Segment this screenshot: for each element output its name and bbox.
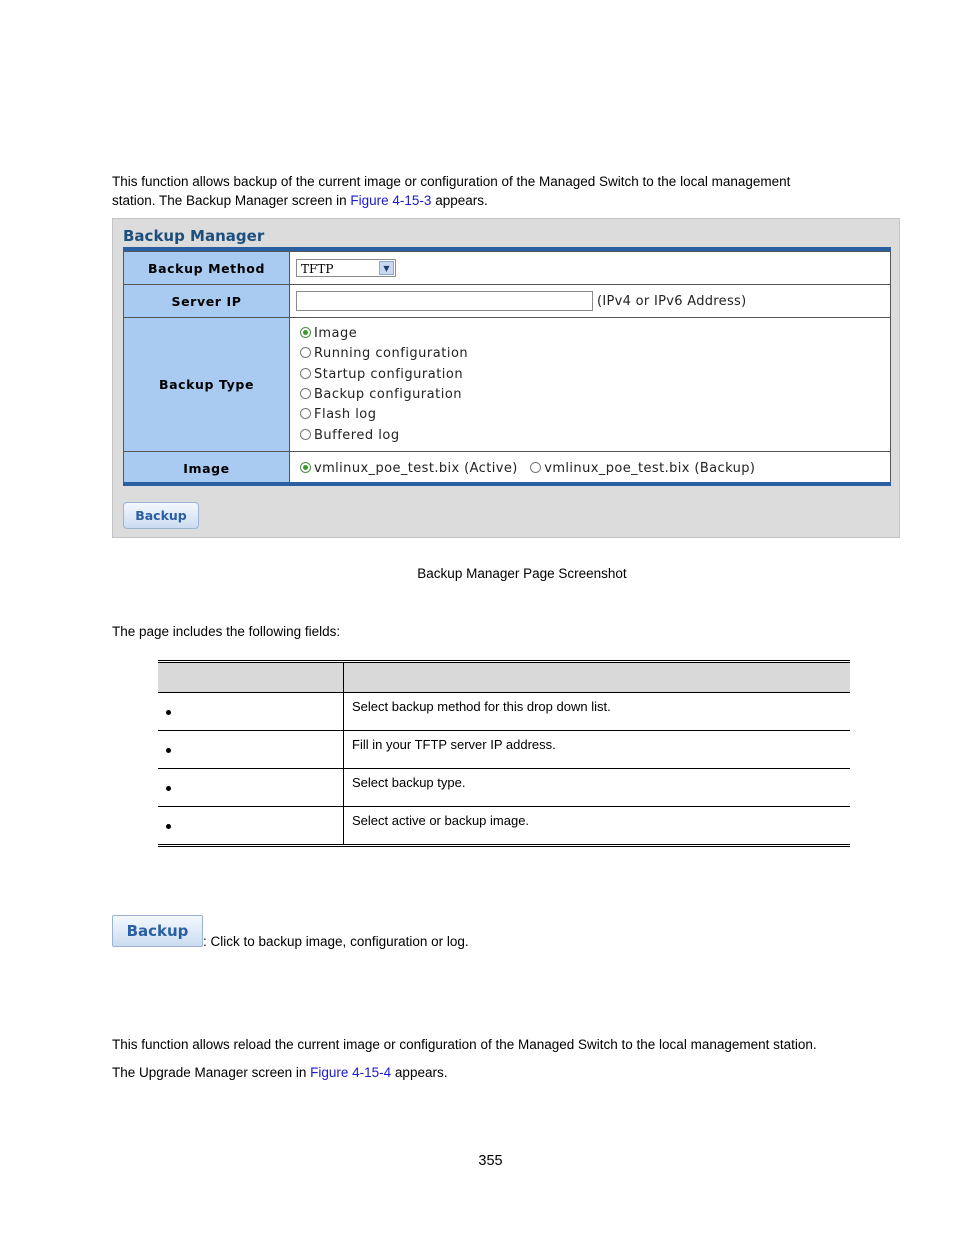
option-label: Image <box>314 326 358 342</box>
option-label: Backup configuration <box>314 387 463 402</box>
chevron-down-icon: ▼ <box>379 261 394 275</box>
table-cell-description: Select backup method for this drop down list. <box>344 693 851 731</box>
fields-intro: The page includes the following fields: <box>112 624 341 639</box>
backup-method-value: TFTP <box>301 262 334 276</box>
table-row <box>158 807 850 846</box>
table-cell-object <box>158 693 344 731</box>
option-label: vmlinux_poe_test.bix (Active) <box>314 460 518 476</box>
option-label: Running configuration <box>314 346 469 362</box>
option-label: Startup configuration <box>314 366 464 382</box>
table-bottom-border <box>123 482 891 486</box>
bullet-icon <box>166 786 171 791</box>
table-header-description <box>344 662 851 693</box>
backup-type-option[interactable] <box>300 365 890 385</box>
backup-type-label: Backup Type <box>124 318 290 452</box>
table-row <box>158 693 850 731</box>
radio-icon[interactable] <box>300 368 311 379</box>
backup-type-option[interactable] <box>300 324 890 344</box>
server-ip-hint: (IPv4 or IPv6 Address) <box>597 293 747 309</box>
backup-type-option[interactable] <box>300 344 890 364</box>
bullet-icon <box>166 710 171 715</box>
radio-selected-icon[interactable] <box>300 327 311 338</box>
radio-selected-icon[interactable] <box>300 462 311 473</box>
table-cell-object <box>158 807 344 846</box>
table-cell-object <box>158 731 344 769</box>
image-active-option[interactable] <box>300 461 518 476</box>
backup-method-select[interactable] <box>296 259 396 277</box>
intro-text: station. The Backup Manager screen in <box>112 193 351 208</box>
radio-icon[interactable] <box>300 429 311 440</box>
backup-button-help: : Click to backup image, configuration or log. <box>203 934 469 949</box>
figure-link-4-15-3[interactable]: Figure 4-15-3 <box>350 193 432 208</box>
table-header-row <box>158 662 850 693</box>
figure-link-4-15-4[interactable]: Figure 4-15-4 <box>310 1065 392 1080</box>
table-cell-description: Select active or backup image. <box>344 807 851 846</box>
server-ip-cell <box>290 285 891 318</box>
outro-text-end: appears. <box>391 1065 448 1080</box>
radio-icon[interactable] <box>300 388 311 399</box>
fields-table <box>158 660 850 847</box>
table-header-object <box>158 662 344 693</box>
backup-button[interactable]: Backup <box>123 502 199 529</box>
panel-title: Backup Manager <box>123 227 265 245</box>
backup-type-option[interactable] <box>300 426 890 446</box>
backup-type-cell <box>290 318 891 452</box>
outro-line-2 <box>112 1063 447 1082</box>
backup-method-label: Backup Method <box>124 252 290 285</box>
backup-manager-screenshot <box>112 218 900 538</box>
radio-icon[interactable] <box>530 462 541 473</box>
outro-text: The Upgrade Manager screen in <box>112 1065 311 1080</box>
option-label: vmlinux_poe_test.bix (Backup) <box>544 460 756 476</box>
radio-icon[interactable] <box>300 408 311 419</box>
table-row <box>158 769 850 807</box>
page-number: 355 <box>478 1153 503 1169</box>
table-cell-description: Fill in your TFTP server IP address. <box>344 731 851 769</box>
backup-type-option[interactable] <box>300 405 890 425</box>
image-label: Image <box>124 452 290 485</box>
intro-paragraph <box>112 172 852 210</box>
image-cell <box>290 452 891 485</box>
table-cell-description: Select backup type. <box>344 769 851 807</box>
bullet-icon <box>166 748 171 753</box>
bullet-icon <box>166 824 171 829</box>
table-cell-object <box>158 769 344 807</box>
option-label: Flash log <box>314 407 377 423</box>
backup-button-illustration[interactable]: Backup <box>112 915 203 947</box>
radio-icon[interactable] <box>300 347 311 358</box>
image-backup-option[interactable] <box>530 461 755 476</box>
figure-caption: Backup Manager Page Screenshot <box>417 566 627 581</box>
table-row <box>158 731 850 769</box>
backup-method-cell <box>290 252 891 285</box>
option-label: Buffered log <box>314 427 400 443</box>
intro-line-2 <box>112 191 852 210</box>
intro-text-end: appears. <box>431 193 488 208</box>
outro-line-1: This function allows reload the current image or configuration of the Managed Switch to the local management station. <box>112 1037 817 1052</box>
server-ip-input[interactable] <box>296 291 593 311</box>
backup-type-option[interactable] <box>300 385 890 405</box>
backup-form <box>123 251 891 485</box>
intro-line-1: This function allows backup of the current image or configuration of the Managed Switch to the local management <box>112 174 791 189</box>
server-ip-label: Server IP <box>124 285 290 318</box>
